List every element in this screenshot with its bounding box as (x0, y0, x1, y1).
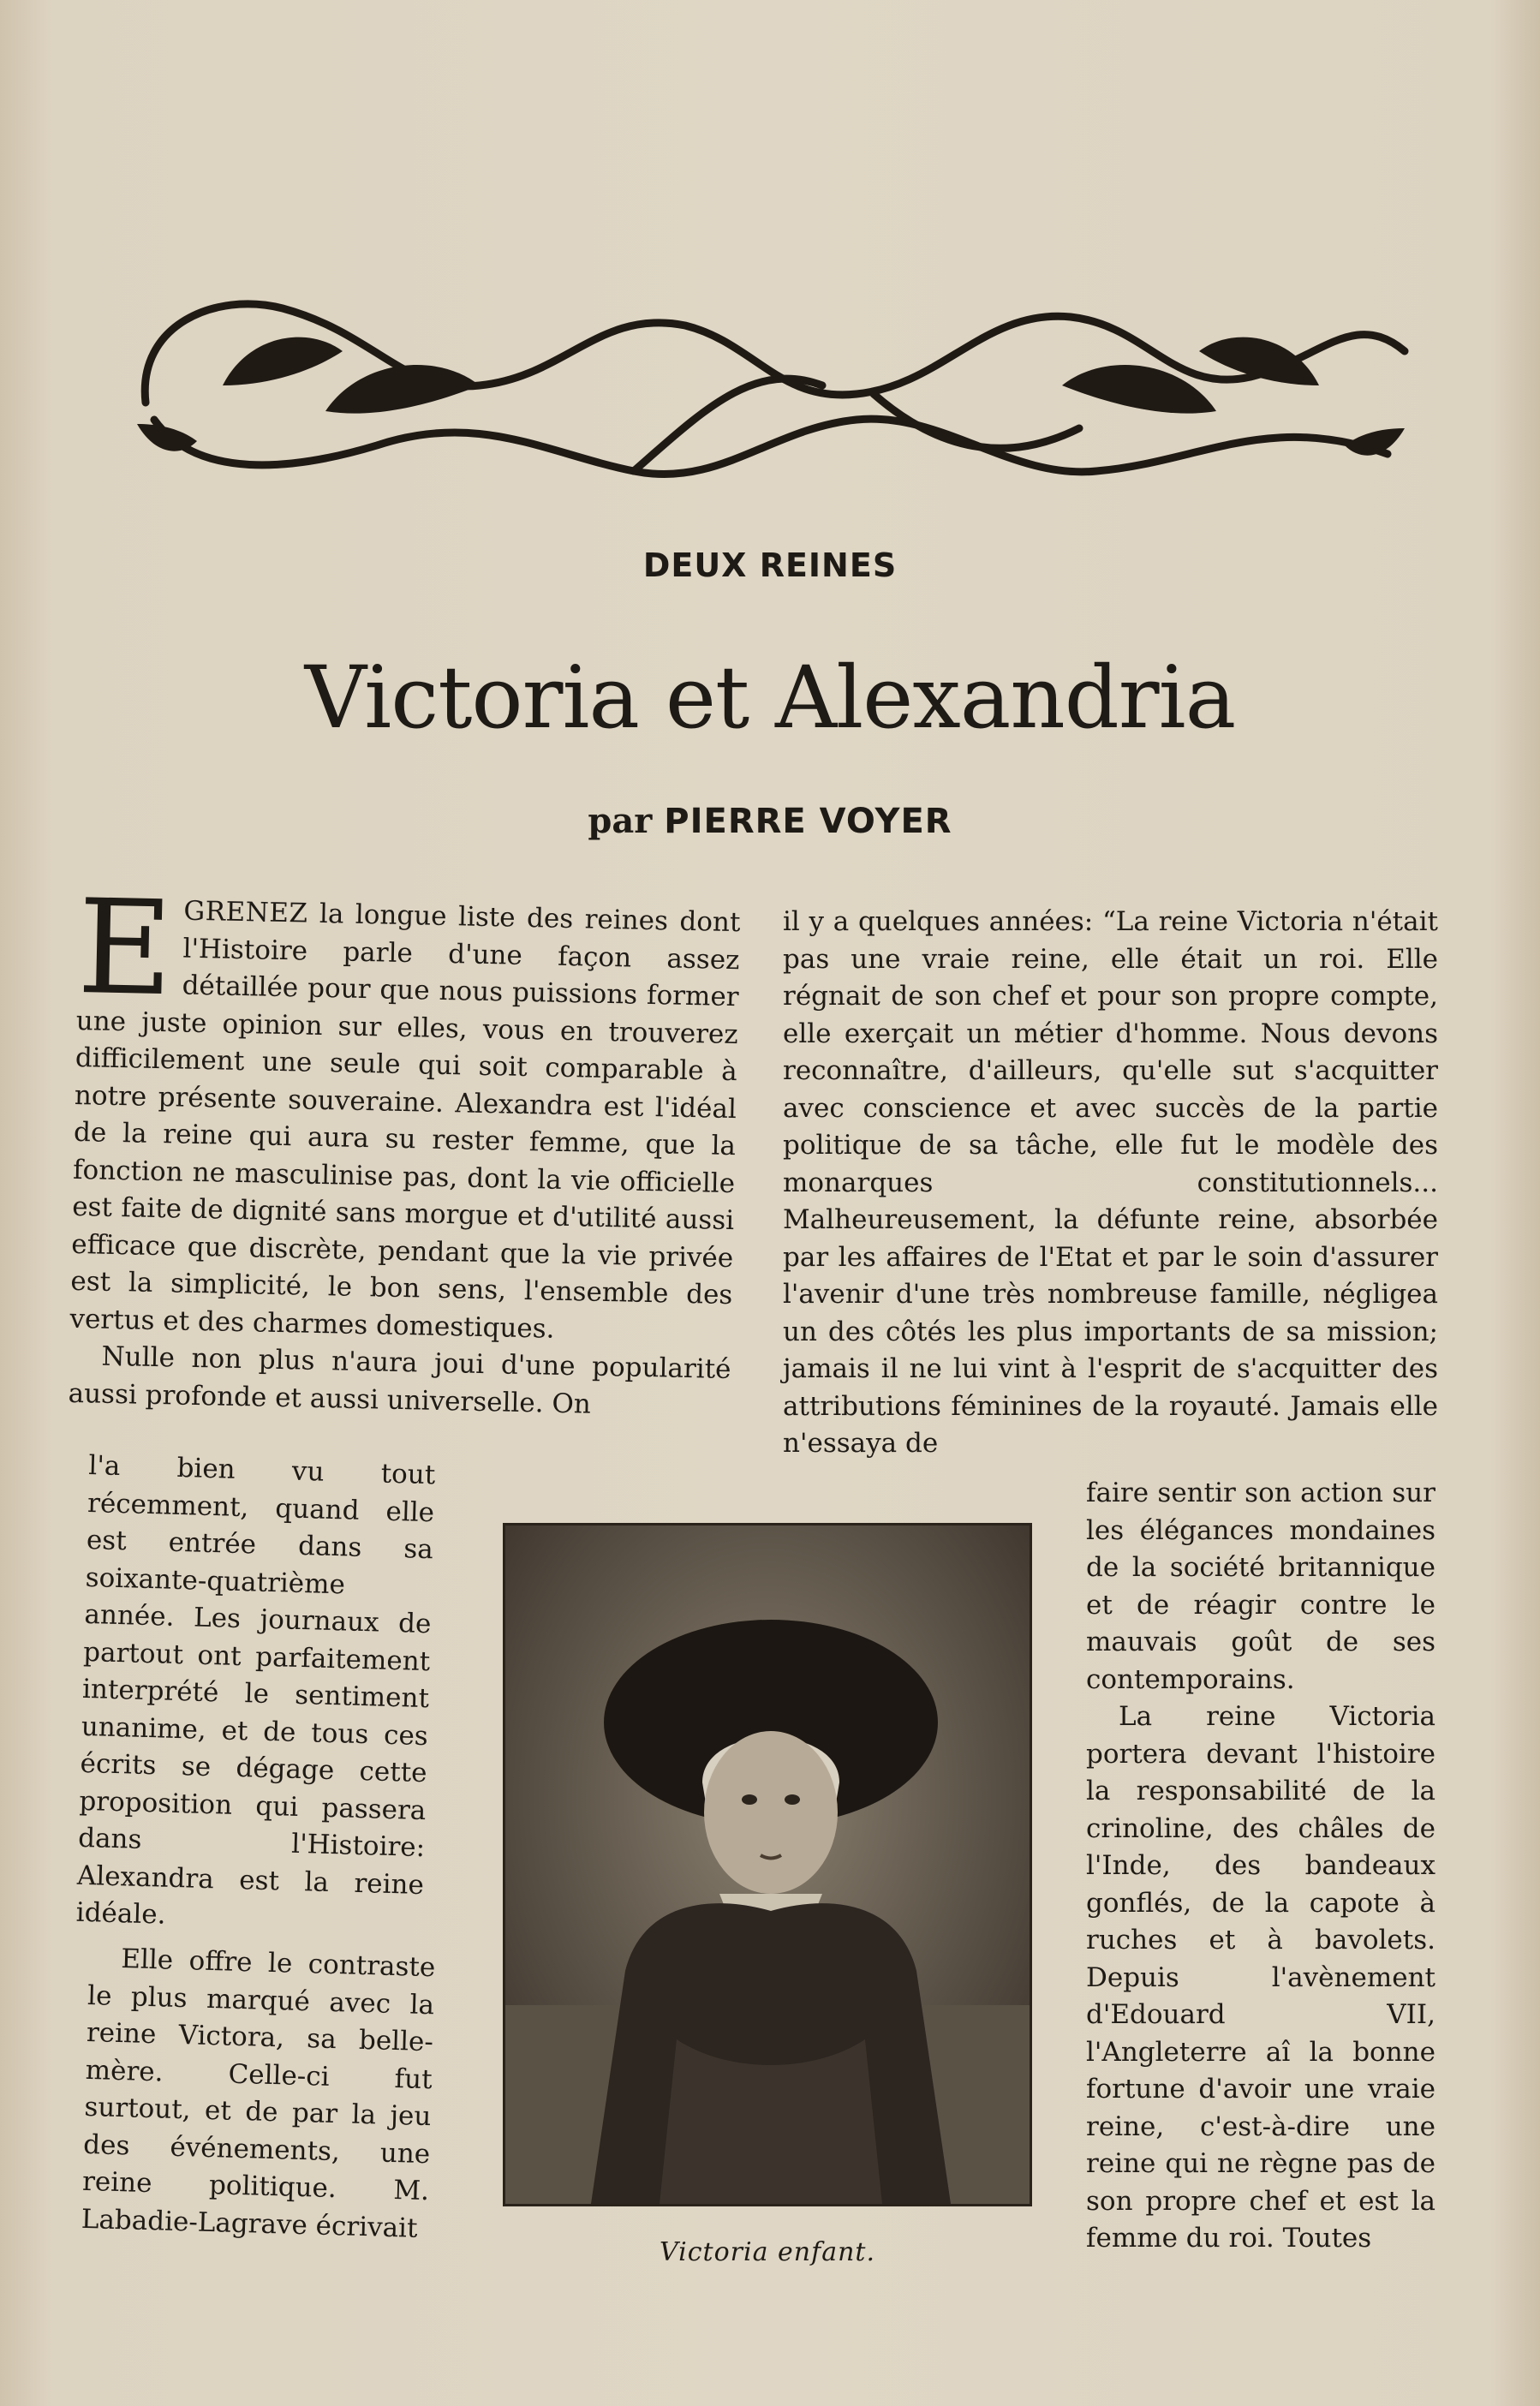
article-column-right (783, 904, 1438, 1463)
paragraph-right-narrow-2: La reine Victoria portera devant l'histoire la responsabilité de la crinoline, des châles de l'Inde, des bandeaux gonflés, de la capote à ruches et à bavolets. Depuis l'avènement d'Edouard VII, l'Angleterre aî la bonne fortune d'avoir une vraie reine, c'est-à-dire une reine qui ne règne pas de son propre chef et est la femme du roi. Toutes (1086, 1701, 1436, 2254)
paragraph-right-narrow-1: faire sentir son action sur les élégances mondaines de la société britannique et de réagir contre le mauvais goût de ses contemporains. (1086, 1478, 1436, 1695)
portrait-illustration (505, 1525, 1030, 2204)
article-column-left-narrow-2 (81, 1940, 436, 2248)
byline-author: PIERRE VOYER (664, 802, 952, 841)
article-kicker: DEUX REINES (642, 546, 898, 584)
article-column-left (68, 871, 741, 1426)
floral-ornament-header (120, 257, 1422, 505)
article-column-left-narrow (75, 1448, 436, 1942)
byline-prefix: par (588, 801, 653, 841)
portrait-photo (503, 1523, 1032, 2206)
article-title: Victoria et Alexandria (304, 648, 1236, 748)
paragraph-2-continued: l'a bien vu tout récemment, quand elle est entrée dans sa soixante-quatrième année. Les journaux de partout ont parfaitement interprété le sentiment unanime, et de tous ces écrits se dégage cette proposition qui passera dans l'Histoire: Alexandra est la reine idéale. (75, 1449, 436, 1931)
paragraph-1-text: la longue liste des reines dont l'Histoire parle d'une façon assez détaillée pour que nous puissions former une juste opinion sur elles, vous en trouverez difficilement une seule qui soit comparable à notre présente souveraine. Alexandra est l'idéal de la reine qui aura su rester femme, que la fonction ne masculinise pas, dont la vie officielle est faite de dignité sans morgue et d'utilité aussi efficace que discrète, pendant que la vie privée est la simplicité, le bon sens, l'ensemble des vertus et des charmes domestiques. (69, 898, 741, 1345)
article-column-right-narrow (1086, 1475, 1436, 2258)
photo-caption: Victoria enfant. (660, 2237, 875, 2267)
article-byline (0, 801, 1540, 841)
paragraph-1 (69, 871, 741, 1352)
paragraph-right-top: il y a quelques années: “La reine Victoria n'était pas une vraie reine, elle était un roi. Elle régnait de son chef et pour son propre compte, elle exerçait un métier d'homme. Nous devons reconnaître, d'ailleurs, qu'elle sut s'acquitter avec conscience et avec succès de la partie politique de sa tâche, elle fut le modèle des monarques constitutionnels... Malheureusement, la défunte reine, absorbée par les affaires de l'Etat et par le soin d'assurer l'avenir d'une très nombreuse famille, négligea un des côtés les plus importants de sa mission; jamais il ne lui vint à l'esprit de s'acquitter des attributions féminines de la royauté. Jamais elle n'essaya de (783, 906, 1438, 1459)
paragraph-2: Nulle non plus n'aura joui d'une popularité aussi profonde et aussi universelle. On (68, 1340, 731, 1420)
drop-cap: E (75, 871, 175, 1025)
paragraph-3: Elle offre le contraste le plus marqué avec la reine Victora, sa belle-mère. Celle-ci fut surtout, et de par la jeu des événements, une reine politique. M. Labadie-Lagrave écrivait (81, 1943, 436, 2244)
lead-in: GRENEZ (183, 895, 308, 929)
